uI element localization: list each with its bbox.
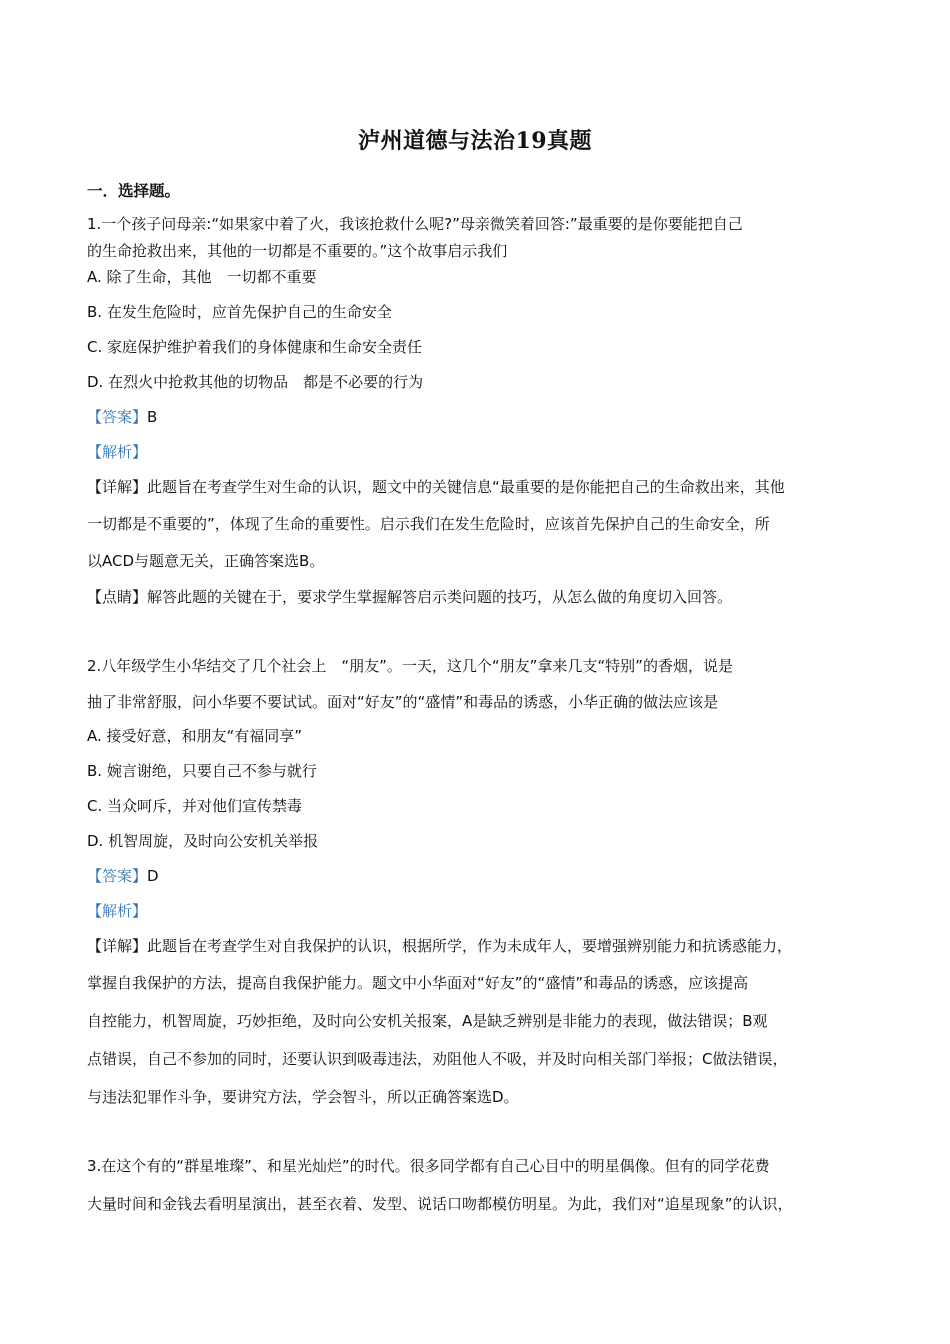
q2-stem-line-2: 抽了非常舒服，问小华要不要试试。面对“好友”的“盛情”和毒品的诱惑，小华正确的做法应该是: [87, 693, 719, 711]
q1-answer: [87, 407, 877, 427]
q2-answer-value: D: [147, 867, 159, 885]
q2-detail-line-1: 【详解】此题旨在考查学生对自我保护的认识，根据所学，作为未成年人，要增强辨别能力和抗诱惑能力，: [87, 937, 793, 955]
section-heading: 一．选择题。: [87, 182, 181, 200]
q2-analysis-label: 【解析】: [87, 902, 148, 920]
q1-detail-line-1: 【详解】此题旨在考查学生对生命的认识，题文中的关键信息“最重要的是你能把自己的生命救出来，其他: [87, 478, 785, 496]
q2-answer-label: 【答案】: [87, 867, 148, 885]
q2-option-b: B. 婉言谢绝，只要自己不参与就行: [87, 762, 317, 780]
q1-option-b: B. 在发生危险时，应首先保护自己的生命安全: [87, 303, 392, 321]
q1-tip: 【点睛】解答此题的关键在于，要求学生掌握解答启示类问题的技巧，从怎么做的角度切入回答。: [87, 588, 733, 606]
q3-stem-line-2: 大量时间和金钱去看明星演出，甚至衣着、发型、说话口吻都模仿明星。为此，我们对“追星现象”的认识，: [87, 1195, 793, 1213]
q2-detail-line-5: 与违法犯罪作斗争，要讲究方法，学会智斗，所以正确答案选D。: [87, 1088, 519, 1106]
q2-detail-line-3: 自控能力，机智周旋，巧妙拒绝，及时向公安机关报案，A是缺乏辨别是非能力的表现，做法错误；B观: [87, 1012, 768, 1030]
q2-stem-line-1: 2.八年级学生小华结交了几个社会上 “朋友”。一天，这几个“朋友”拿来几支“特别”的香烟，说是: [87, 657, 733, 675]
q1-answer-label: 【答案】: [87, 408, 148, 426]
q1-stem-line-1: 1.一个孩子问母亲:“如果家中着了火，我该抢救什么呢?”母亲微笑着回答:”最重要的是你要能把自己: [87, 215, 743, 233]
q1-stem-line-2: 的生命抢救出来，其他的一切都是不重要的。”这个故事启示我们: [87, 242, 508, 260]
q1-option-d: D. 在烈火中抢救其他的切物品 都是不必要的行为: [87, 373, 424, 391]
q2-option-d: D. 机智周旋，及时向公安机关举报: [87, 832, 319, 850]
q1-option-c: C. 家庭保护维护着我们的身体健康和生命安全责任: [87, 338, 423, 356]
q1-answer-value: B: [147, 408, 158, 426]
q1-detail-line-3: 以ACD与题意无关，正确答案选B。: [87, 552, 325, 570]
q2-detail-line-4: 点错误，自己不参加的同时，还要认识到吸毒违法，劝阻他人不吸，并及时向相关部门举报；C做法错误，: [87, 1050, 788, 1068]
q2-answer: [87, 866, 877, 886]
q2-option-c: C. 当众呵斥，并对他们宣传禁毒: [87, 797, 303, 815]
q2-detail-line-2: 掌握自我保护的方法，提高自我保护能力。题文中小华面对“好友”的“盛情”和毒品的诱惑，应该提高: [87, 974, 749, 992]
q2-option-a: A. 接受好意，和朋友“有福同享”: [87, 727, 303, 745]
page-title: 泸州道德与法治19真题: [357, 128, 593, 154]
q1-analysis-label: 【解析】: [87, 443, 148, 461]
q1-detail-line-2: 一切都是不重要的”，体现了生命的重要性。启示我们在发生危险时，应该首先保护自己的生命安全，所: [87, 515, 770, 533]
q3-stem-line-1: 3.在这个有的“群星堆璨”、和星光灿烂”的时代。很多同学都有自己心目中的明星偶像。但有的同学花费: [87, 1157, 770, 1175]
q1-option-a: A. 除了生命，其他 一切都不重要: [87, 268, 317, 286]
